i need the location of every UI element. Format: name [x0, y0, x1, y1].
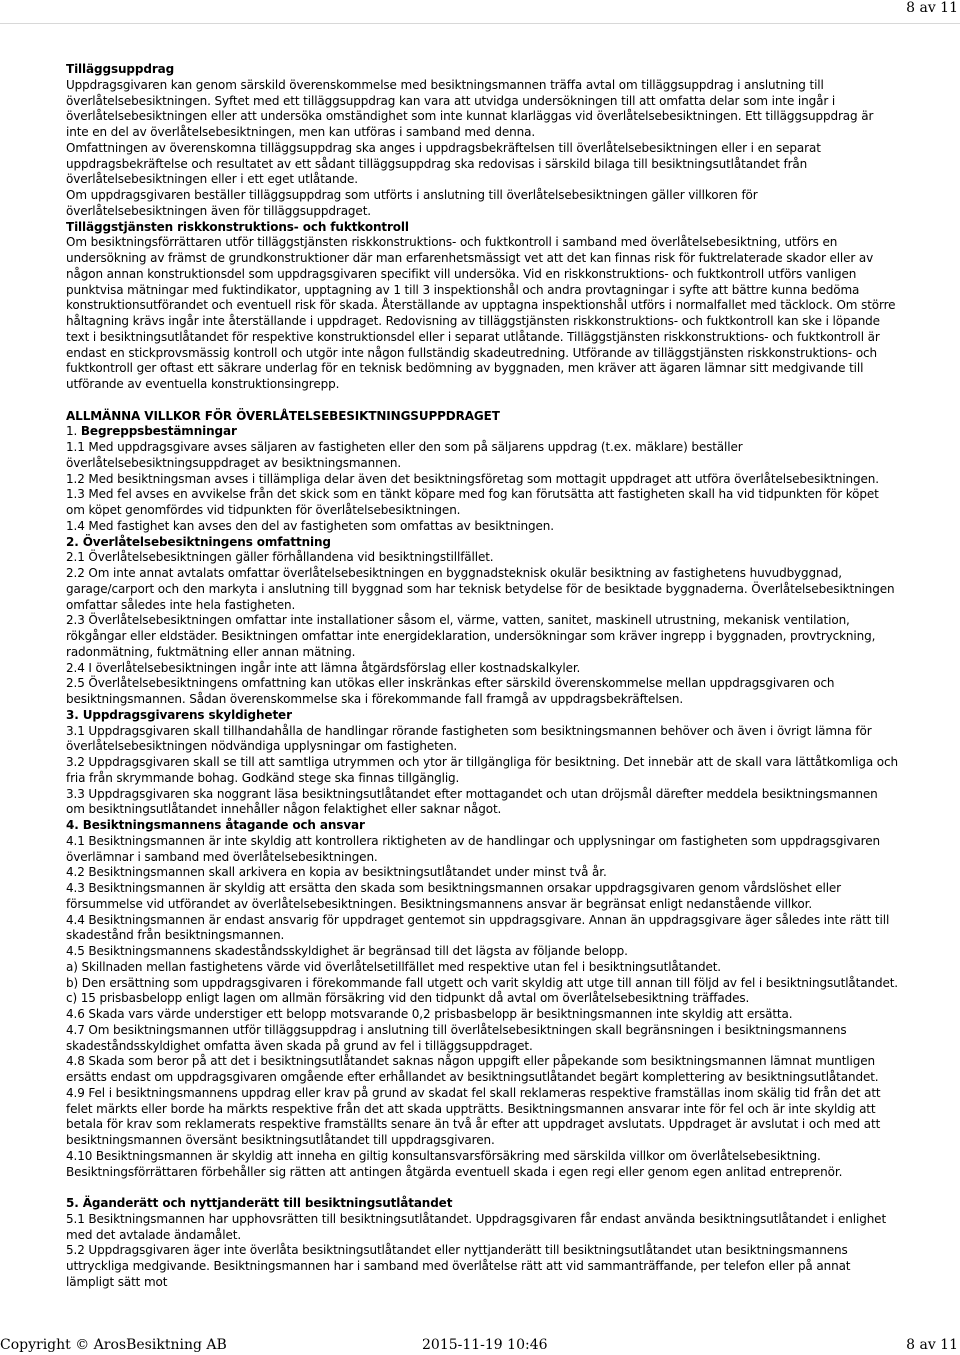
page-footer [0, 1336, 960, 1354]
paragraph: 4.4 Besiktningsmannen är endast ansvarig för uppdraget gentemot sin uppdragsgivare. Annan än uppdragsgivare äger således inte rätt till skadestånd från besiktningsmannen. [66, 912, 890, 943]
paragraph: 4.3 Besiktningsmannen är skyldig att ersätta den skada som besiktningsmannen orsakar uppdragsgivaren genom vårdslöshet eller försummelse vid utförandet av överlåtelsebesiktningen. Besiktningsmannens ansvar är begränsat enligt nedanstående villkor. [66, 881, 841, 911]
paragraph: 4.1 Besiktningsmannen är inte skyldig att kontrollera riktigheten av de handlingar och upplysningar om fastigheten som uppdragsgivaren överlämnar i samband med överlåtelsebesiktningen. [66, 833, 880, 864]
paragraph: c) 15 prisbasbelopp enligt lagen om allmän försäkring vid den tidpunkt då avtal om överlåtelsebesiktning träffades. [66, 991, 750, 1006]
paragraph: b) Den ersättning som uppdragsgivaren i förekommande fall utgett och varit skyldig att utge till annan till följd av fel i besiktningsutlåtandet. [66, 975, 898, 990]
section-heading: 5. Äganderätt och nyttjanderätt till besiktningsutlåtandet [66, 1196, 453, 1210]
document-body [66, 62, 898, 1291]
paragraph: 5.2 Uppdragsgivaren äger inte överlåta besiktningsutlåtandet eller nyttjanderätt till besiktningsutlåtandet utan besiktningsmannens uttryckliga medgivande. Besiktningsmannen har i samband med överlåtelse rätt att vid sammanträffande, per telefon eller på annat lämpligt sätt mot [66, 1243, 851, 1289]
paragraph: 2.2 Om inte annat avtalats omfattar överlåtelsebesiktningen en byggnadsteknisk okulär besiktning av fastighetens huvudbyggnad, garage/carport och den markyta i anslutning till byggnad som har teknisk betydelse för de besiktade byggnaderna. Överlåtelsebesiktningen omfattar således inte hela fastigheten. [66, 566, 895, 612]
section-heading: Tilläggsuppdrag [66, 62, 175, 76]
section-heading: Tilläggstjänsten riskkonstruktions- och fuktkontroll [66, 219, 409, 234]
paragraph: 1.1 Med uppdragsgivare avses säljaren av fastigheten eller den som på säljarens uppdrag (t.ex. mäklare) beställer överlåtelsebesiktningsuppdraget av besiktningsmannen. [66, 440, 743, 470]
paragraph-spacer [66, 393, 898, 409]
section-number: 1. [66, 424, 81, 439]
paragraph: 2.3 Överlåtelsebesiktningen omfattar inte installationer såsom el, värme, vatten, sanitet, maskinell utrustning, mekanisk ventilation, rökgångar eller eldstäder. Besiktningen omfattar inte energideklaration, undersökningar som kräver ingrepp i byggnaden, provtryckning, radonmätning, fuktmätning eller annan mätning. [66, 613, 876, 659]
section-heading: 4. Besiktningsmannens åtagande och ansvar [66, 818, 365, 832]
paragraph: Om uppdragsgivaren beställer tilläggsuppdrag som utförts i anslutning till överlåtelsebesiktningen gäller villkoren för överlåtelsebesiktningen även för tilläggsuppdraget. [66, 188, 758, 218]
paragraph: 1.3 Med fel avses en avvikelse från det skick som en tänkt köpare med fog kan förutsätta att fastigheten skall ha vid tidpunkten för köpet om köpet genomfördes vid tidpunkten för överlåtelsebesiktningen. [66, 487, 879, 517]
paragraph: 4.6 Skada vars värde understiger ett belopp motsvarande 0,2 prisbasbelopp är besiktningsmannen inte skyldig att ersätta. [66, 1007, 793, 1021]
section-heading: 3. Uppdragsgivarens skyldigheter [66, 707, 292, 722]
paragraph [66, 424, 898, 440]
paragraph: 3.2 Uppdragsgivaren skall se till att samtliga utrymmen och ytor är tillgängliga för besiktning. Det innebär att de skall vara lättåtkomliga och fria från skrymmande bohag. Godkänd stege ska finnas tillgänglig. [66, 755, 898, 785]
paragraph: 3.1 Uppdragsgivaren skall tillhandahålla de handlingar rörande fastigheten som besiktningsmannen behöver och även i övrigt lämna för överlåtelsebesiktningen nödvändiga upplysningar om fastigheten. [66, 723, 872, 754]
paragraph: 2.1 Överlåtelsebesiktningen gäller förhållandena vid besiktningstillfället. [66, 550, 494, 565]
paragraph-spacer [66, 1180, 898, 1196]
paragraph: 3.3 Uppdragsgivaren ska noggrant läsa besiktningsutlåtandet efter mottagandet och utan dröjsmål därefter meddela besiktningsmannen om besiktningsutlåtandet innehåller någon felaktighet eller saknar något. [66, 786, 878, 817]
paragraph: 4.5 Besiktningsmannens skadeståndsskyldighet är begränsad till det lägsta av följande belopp. [66, 944, 628, 958]
paragraph: a) Skillnaden mellan fastighetens värde vid överlåtelsetillfället med respektive utan fel i besiktningsutlåtandet. [66, 959, 722, 974]
footer-page-number: 8 av 11 [906, 1337, 958, 1353]
paragraph: 4.10 Besiktningsmannen är skyldig att inneha en giltig konsultansvarsförsäkring med särskilda villkor om överlåtelsebesiktning. Besiktningsförrättaren förbehåller sig rätten att antingen åtgärda eventuell skada i egen regi eller genom egen anlitad entreprenör. [66, 1148, 843, 1179]
section-title: Begreppsbestämningar [80, 424, 237, 439]
paragraph: 4.8 Skada som beror på att det i besiktningsutlåtandet saknas någon uppgift eller påpekande som besiktningsmannen lämnat muntligen ersätts endast om uppdragsgivaren omgående efter erhållandet av besiktningsutlåtandet begärt komplettering av besiktningsutlåtandet. [66, 1054, 879, 1084]
header-page-indicator: 8 av 11 [906, 0, 958, 16]
footer-copyright: Copyright © ArosBesiktning AB [0, 1337, 227, 1353]
paragraph: Om besiktningsförrättaren utför tilläggstjänsten riskkonstruktions- och fuktkontroll i samband med överlåtelsebesiktning, utförs en undersökning av främst de grundkonstruktioner där man erfarenhetsmässigt vet att det kan finnas risk för fuktrelaterade skador eller av någon annan konstruktionsdel som uppdragsgivaren specifikt vill undersöka. Vid en riskkonstruktions- och fuktkontroll utförs vanligen punktvisa mätningar med fuktindikator, upptagning av 1 till 3 inspektionshål och andra provtagningar i syfte att bättre kunna bedöma konstruktionsutförandet och eventuell risk för skada. Återställande av upptagna inspektionshål utförs i normalfallet med täcklock. Om större håltagning krävs ingår inte återställande i uppdraget. Redovisning av tilläggstjänsten riskkonstruktions- och fuktkontroll kan ske i löpande text i besiktningsutlåtandet för respektive konstruktionsdel eller i separat utlåtande. Tilläggstjänsten riskkonstruktions- och fuktkontroll är endast en stickprovsmässig kontroll och utgör inte någon fullständig skadeutredning. Utförande av tilläggstjänsten riskkonstruktions- och fuktkontroll ger oftast ett säkrare underlag för en teknisk bedömning av byggnaden, men kräver att ägaren lämnar sitt medgivande till utförande av eventuella konstruktionsingrepp. [66, 235, 896, 391]
paragraph: 1.2 Med besiktningsman avses i tillämpliga delar även det besiktningsföretag som mottagit uppdraget att utföra överlåtelsebesiktningen. [66, 471, 879, 486]
paragraph: 4.2 Besiktningsmannen skall arkivera en kopia av besiktningsutlåtandet under minst två år. [66, 865, 607, 880]
footer-timestamp: 2015-11-19 10:46 [422, 1337, 548, 1353]
paragraph: 1.4 Med fastighet kan avses den del av fastigheten som omfattas av besiktningen. [66, 518, 554, 533]
section-heading: ALLMÄNNA VILLKOR FÖR ÖVERLÅTELSEBESIKTNINGSUPPDRAGET [66, 408, 500, 423]
paragraph: Omfattningen av överenskomna tilläggsuppdrag ska anges i uppdragsbekräftelsen till överlåtelsebesiktningen eller i en separat uppdragsbekräftelse och resultatet av ett sådant tilläggsuppdrag ska redovisas i särskild bilaga till besiktningsutlåtandet från överlåtelsebesiktningen eller i ett eget utlåtande. [66, 140, 821, 187]
section-heading: 2. Överlåtelsebesiktningens omfattning [66, 534, 331, 549]
header-divider [0, 23, 960, 24]
paragraph: 5.1 Besiktningsmannen har upphovsrätten till besiktningsutlåtandet. Uppdragsgivaren får endast använda besiktningsutlåtandet i enlighet med det avtalade ändamålet. [66, 1211, 887, 1242]
paragraph: 4.9 Fel i besiktningsmannens uppdrag eller krav på grund av skadat fel skall reklameras respektive framställas inom skälig tid från det att felet märkts eller borde ha märkts respektive från det att skada uppträtts. Besiktningsmannen ansvarar inte för fel och är inte skyldig att betala för krav som reklamerats respektive framställts senare än två år efter att uppdraget avslutats. Uppdraget är avslutat i och med att besiktningsmannen översänt besiktningsutlåtandet till uppdragsgivaren. [66, 1085, 881, 1147]
paragraph: 2.4 I överlåtelsebesiktningen ingår inte att lämna åtgärdsförslag eller kostnadskalkyler. [66, 660, 581, 675]
paragraph: Uppdragsgivaren kan genom särskild överenskommelse med besiktningsmannen träffa avtal om tilläggsuppdrag i anslutning till överlåtelsebesiktningen. Syftet med ett tilläggsuppdrag kan vara att utvidga undersökningen till att omfatta delar som inte ingår i överlåtelsebesiktningen eller att undersöka omständighet som inte kunnat klarläggas vid överlåtelsebesiktningen. Ett tilläggsuppdrag är inte en del av överlåtelsebesiktningen, men kan utföras i samband med denna. [66, 77, 874, 139]
paragraph: 2.5 Överlåtelsebesiktningens omfattning kan utökas eller inskränkas efter särskild överenskommelse mellan uppdragsgivaren och besiktningsmannen. Sådan överenskommelse ska i förekommande fall framgå av uppdragsbekräftelsen. [66, 676, 835, 706]
paragraph: 4.7 Om besiktningsmannen utför tilläggsuppdrag i anslutning till överlåtelsebesiktningen skall begränsningen i besiktningsmannens skadeståndsskyldighet omfatta även skada på grund av fel i tilläggsuppdraget. [66, 1022, 847, 1053]
